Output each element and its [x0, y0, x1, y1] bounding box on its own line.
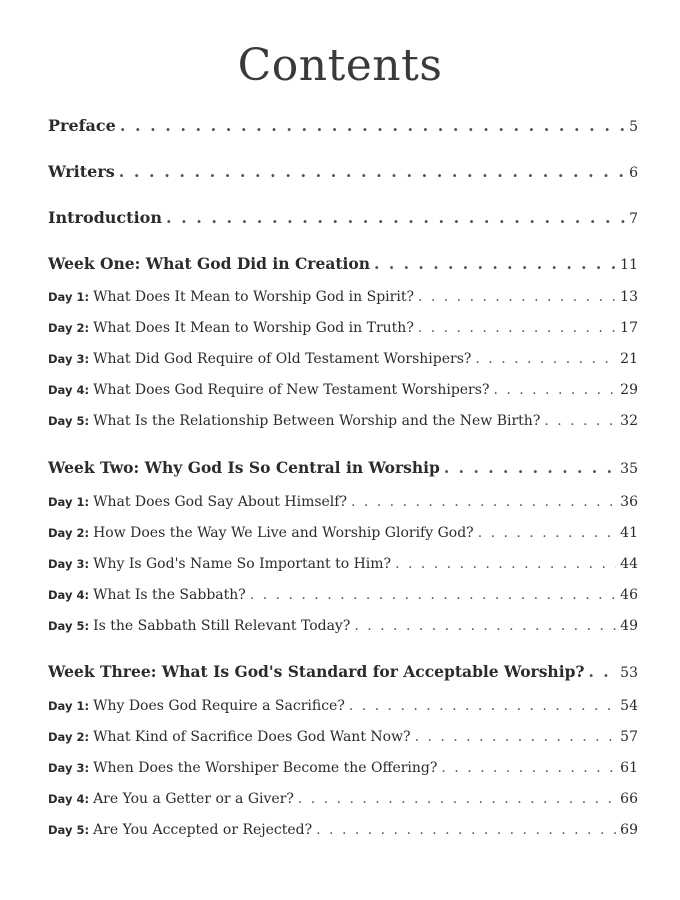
toc-entry-week-one-day-3[interactable] [48, 351, 638, 367]
toc-page: 5 [629, 119, 638, 135]
toc-entry-week-three-day-5[interactable] [48, 822, 638, 838]
dot-leader [475, 351, 616, 367]
toc-page: 32 [620, 413, 638, 429]
toc-label: Is the Sabbath Still Relevant Today? [93, 618, 351, 634]
dot-leader [441, 760, 616, 776]
toc-page: 11 [620, 257, 638, 273]
toc-entry-week-one-day-2[interactable] [48, 320, 638, 336]
toc-page: 46 [620, 587, 638, 603]
day-number: Day 1: [48, 699, 90, 713]
day-number: Day 3: [48, 761, 90, 775]
toc-label: When Does the Worshiper Become the Offering? [93, 760, 438, 776]
toc-label: Are You Accepted or Rejected? [93, 822, 313, 838]
day-number: Day 1: [48, 290, 90, 304]
toc-entry-preface[interactable] [48, 116, 638, 135]
day-number: Day 5: [48, 823, 90, 837]
dot-leader [250, 587, 616, 603]
toc-page: 35 [620, 461, 638, 477]
toc-entry-week-two-day-1[interactable] [48, 494, 638, 510]
toc-entry-week-three-day-4[interactable] [48, 791, 638, 807]
toc-page: 13 [620, 289, 638, 305]
dot-leader [354, 618, 616, 634]
toc-page: 17 [620, 320, 638, 336]
toc-page: 21 [620, 351, 638, 367]
toc-label: What Is the Relationship Between Worship and the New Birth? [93, 413, 541, 429]
toc-label: Why Is God's Name So Important to Him? [93, 556, 392, 572]
toc-page: 41 [620, 525, 638, 541]
toc-label: What Does It Mean to Worship God in Spirit? [93, 289, 414, 305]
page-title: Contents [237, 40, 443, 91]
toc-label: Writers [48, 162, 115, 181]
toc-label: Week One: What God Did in Creation [48, 254, 371, 273]
toc-page: 53 [620, 665, 638, 681]
dot-leader [316, 822, 616, 838]
dot-leader [544, 413, 616, 429]
dot-leader [493, 382, 616, 398]
toc-label: Week Two: Why God Is So Central in Worship [48, 458, 440, 477]
dot-leader [478, 525, 616, 541]
dot-leader [444, 458, 616, 477]
toc-entry-week-two-day-5[interactable] [48, 618, 638, 634]
toc-entry-week-one-day-4[interactable] [48, 382, 638, 398]
toc-label: Preface [48, 116, 116, 135]
toc-page: 49 [620, 618, 638, 634]
toc-label: Why Does God Require a Sacrifice? [93, 698, 345, 714]
toc-label: What Does God Require of New Testament Worshipers? [93, 382, 490, 398]
toc-page: 57 [620, 729, 638, 745]
toc-page: 61 [620, 760, 638, 776]
toc-label: What Does God Say About Himself? [93, 494, 347, 510]
toc-page: 7 [629, 211, 638, 227]
toc-entry-week-one[interactable] [48, 254, 638, 273]
toc-label: Week Three: What Is God's Standard for Acceptable Worship? [48, 662, 585, 681]
toc-entry-week-two-day-4[interactable] [48, 587, 638, 603]
toc-entry-week-two-day-3[interactable] [48, 556, 638, 572]
dot-leader [349, 698, 616, 714]
toc-entry-week-one-day-1[interactable] [48, 289, 638, 305]
day-number: Day 4: [48, 792, 90, 806]
toc-entry-writers[interactable] [48, 162, 638, 181]
toc-page: 54 [620, 698, 638, 714]
toc-entry-week-two-day-2[interactable] [48, 525, 638, 541]
toc-entry-week-three-day-2[interactable] [48, 729, 638, 745]
toc-label: How Does the Way We Live and Worship Glorify God? [93, 525, 474, 541]
toc-entry-week-three-day-3[interactable] [48, 760, 638, 776]
dot-leader [418, 289, 616, 305]
toc-label: Are You a Getter or a Giver? [93, 791, 294, 807]
day-number: Day 2: [48, 321, 90, 335]
day-number: Day 5: [48, 619, 90, 633]
dot-leader [374, 254, 616, 273]
toc-entry-introduction[interactable] [48, 208, 638, 227]
day-number: Day 4: [48, 588, 90, 602]
toc-entry-week-one-day-5[interactable] [48, 413, 638, 429]
toc-page: 6 [629, 165, 638, 181]
toc-page: 29 [620, 382, 638, 398]
dot-leader [589, 662, 617, 681]
dot-leader [166, 208, 625, 227]
toc-label: What Kind of Sacrifice Does God Want Now? [93, 729, 411, 745]
dot-leader [415, 729, 617, 745]
toc-entry-week-two[interactable] [48, 458, 638, 477]
day-number: Day 3: [48, 352, 90, 366]
day-number: Day 4: [48, 383, 90, 397]
dot-leader [298, 791, 616, 807]
toc-label: What Did God Require of Old Testament Worshipers? [93, 351, 472, 367]
toc-entry-week-three[interactable] [48, 662, 638, 681]
toc-page: 69 [620, 822, 638, 838]
toc-label: What Does It Mean to Worship God in Truth? [93, 320, 414, 336]
toc-page: 66 [620, 791, 638, 807]
toc-page: 44 [620, 556, 638, 572]
dot-leader [119, 162, 625, 181]
dot-leader [351, 494, 616, 510]
day-number: Day 5: [48, 414, 90, 428]
dot-leader [418, 320, 616, 336]
toc-entry-week-three-day-1[interactable] [48, 698, 638, 714]
day-number: Day 3: [48, 557, 90, 571]
toc-page: 36 [620, 494, 638, 510]
day-number: Day 2: [48, 526, 90, 540]
day-number: Day 1: [48, 495, 90, 509]
day-number: Day 2: [48, 730, 90, 744]
toc-label: Introduction [48, 208, 162, 227]
toc-label: What Is the Sabbath? [93, 587, 246, 603]
dot-leader [395, 556, 616, 572]
dot-leader [120, 116, 625, 135]
